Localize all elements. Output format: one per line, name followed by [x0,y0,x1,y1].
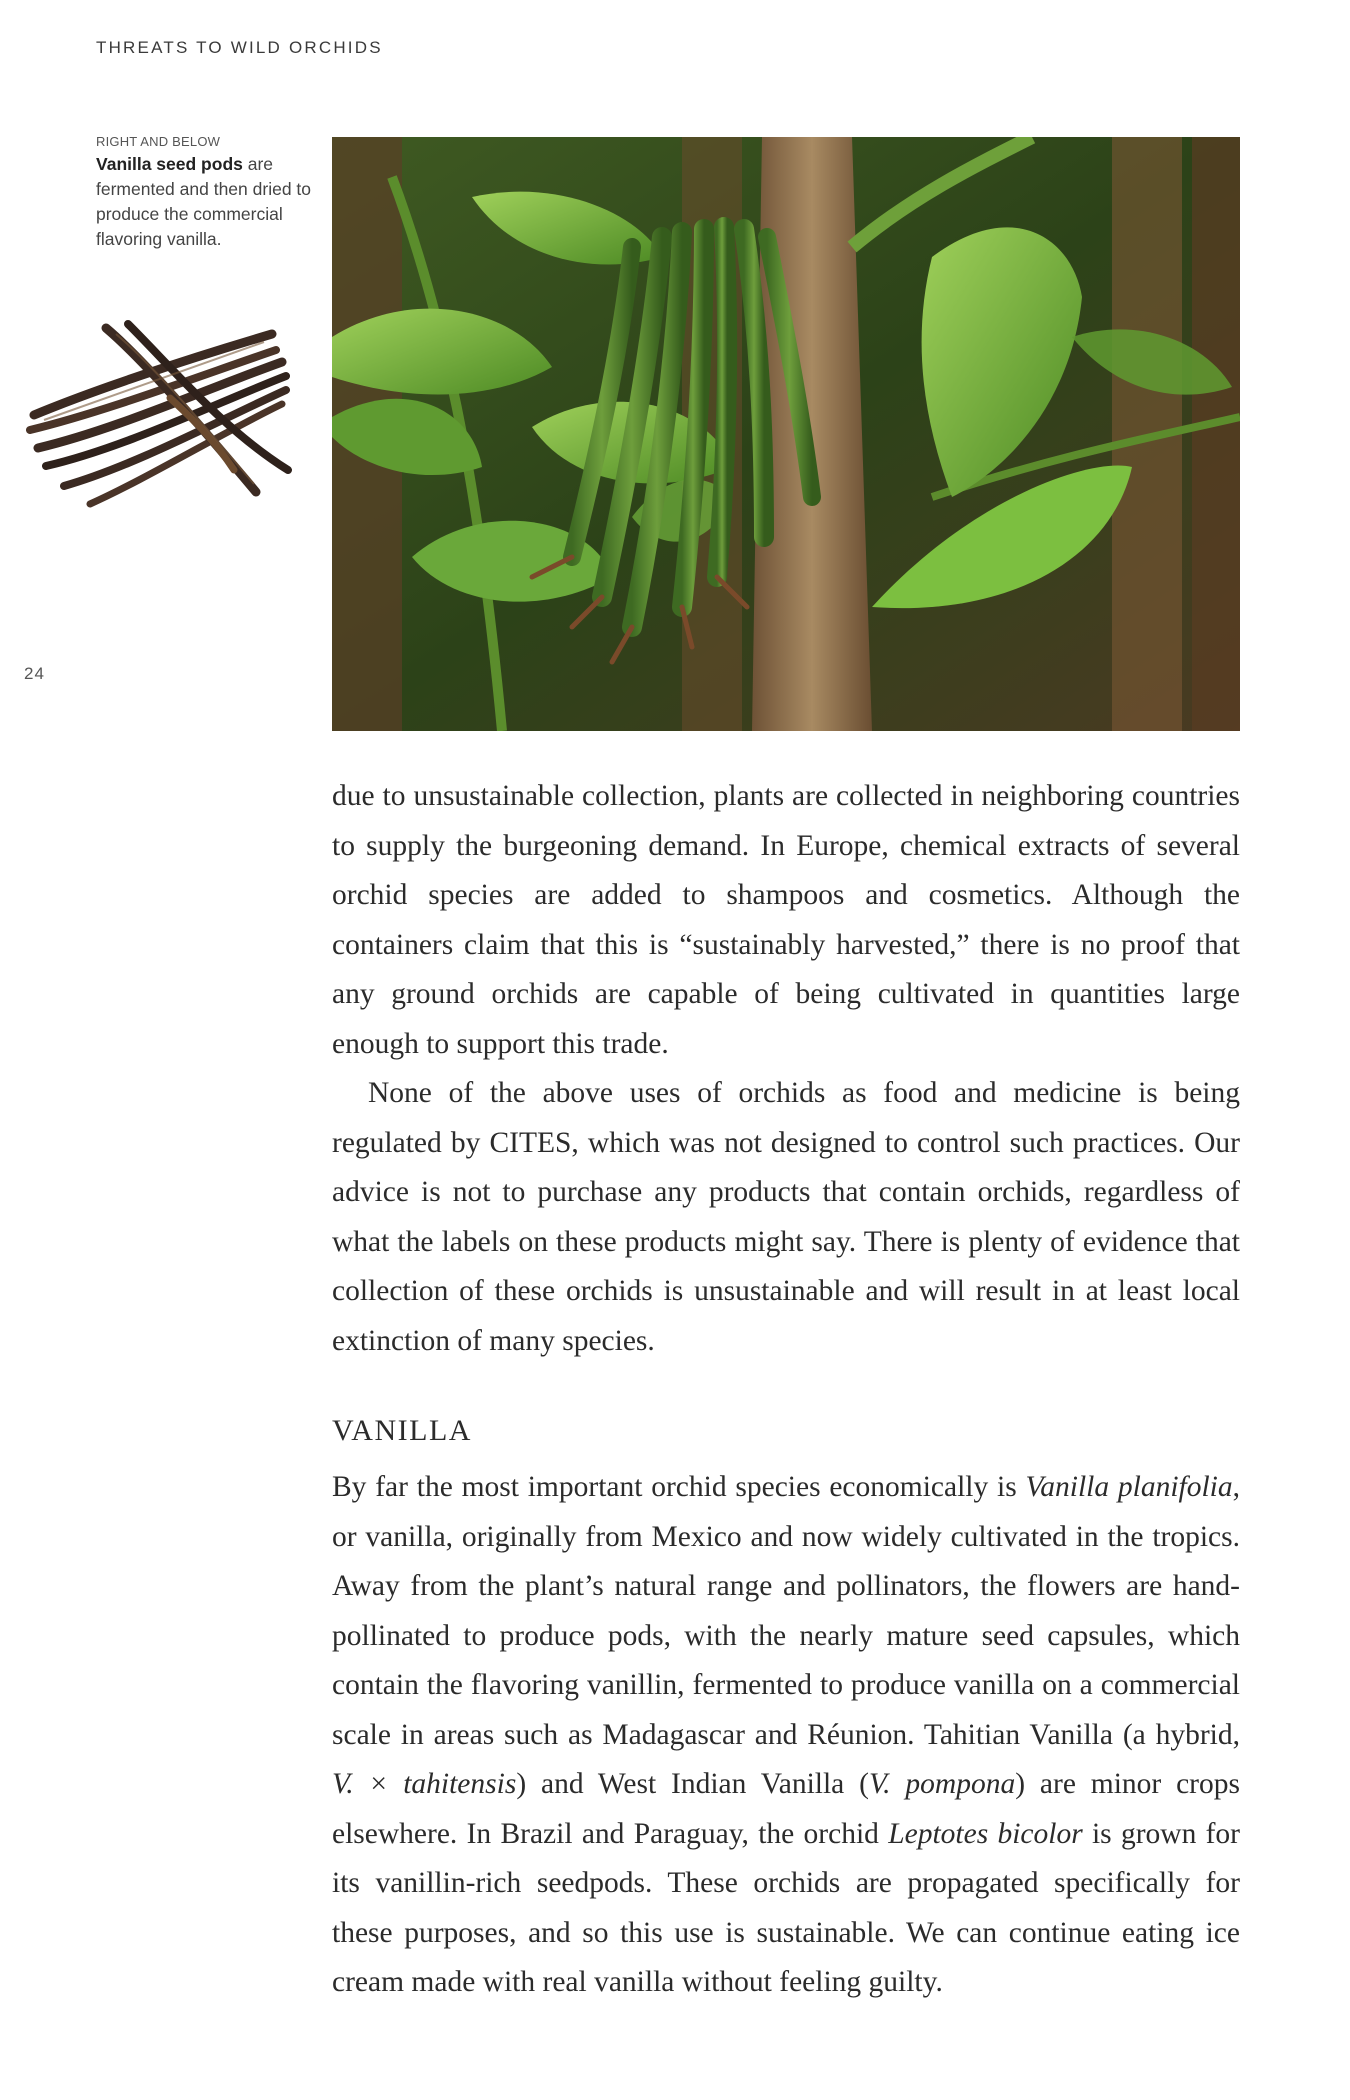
text-run: is grown for its vanillin-rich seedpods. These orchids are propagated specifically for these purposes, and so this use is sustainable. We can continue eating ice cream made with real vanilla without feeling guilty. [332,1817,1241,1998]
dried-vanilla-pods-image [24,320,316,516]
species-name: Vanilla planifolia [1025,1471,1233,1503]
running-head: THREATS TO WILD ORCHIDS [96,38,383,57]
body-paragraph-2 [332,1069,1240,1366]
caption-body [96,152,316,252]
text-run: ) are minor crops elsewhere. In Brazil and Paraguay, the orchid [332,1768,1240,1850]
caption-text: are fermented and then dried to produce the commercial flavoring vanilla. [96,154,312,249]
section-heading: VANILLA [332,1414,472,1447]
body-paragraph-3 [332,1463,1240,2008]
species-name: V. × tahitensis [332,1768,517,1800]
caption-bold: Vanilla seed pods [96,154,243,174]
paragraph-text [332,1463,1240,2008]
text-run: ) and West Indian Vanilla ( [516,1768,869,1800]
paragraph-text: None of the above uses of orchids as food and medicine is being regulated by CITES, which was not designed to control such practices. Our advice is not to purchase any products that contain orchids, regardless of what the labels on these products might say. There is plenty of evidence that collection of these orchids is unsustainable and will result in at least local extinction of many species. [332,1077,1240,1357]
species-name: V. pompona [868,1768,1016,1800]
caption-label: RIGHT AND BELOW [96,134,221,149]
green-vanilla-pods-on-vine-photo-icon [332,137,1240,731]
image-caption [96,134,316,252]
text-run: By far the most important orchid species economically is [332,1471,1026,1503]
dried-vanilla-pods-icon [24,320,316,516]
page-number: 24 [24,664,45,683]
vanilla-vine-photo [332,137,1240,731]
species-name: Leptotes bicolor [888,1817,1083,1850]
text-run: , or vanilla, originally from Mexico and now widely cultivated in the tropics. Away from the plant’s natural range and pollinators, the flowers are hand-pollinated to produce pods, with the nearly mature seed capsules, which contain the flavoring vanillin, fermented to produce vanilla on a commercial scale in areas such as Madagascar and Réunion. Tahitian Vanilla (a hybrid, [332,1471,1240,1751]
body-paragraph-1 [332,772,1240,1069]
paragraph-text: due to unsustainable collection, plants are collected in neighboring countries to supply the burgeoning demand. In Europe, chemical extracts of several orchid species are added to shampoos and cosmetics. Although the containers claim that this is “sustainably harvested,” there is no proof that any ground orchids are capable of being cultivated in quantities large enough to support this trade. [332,780,1240,1060]
